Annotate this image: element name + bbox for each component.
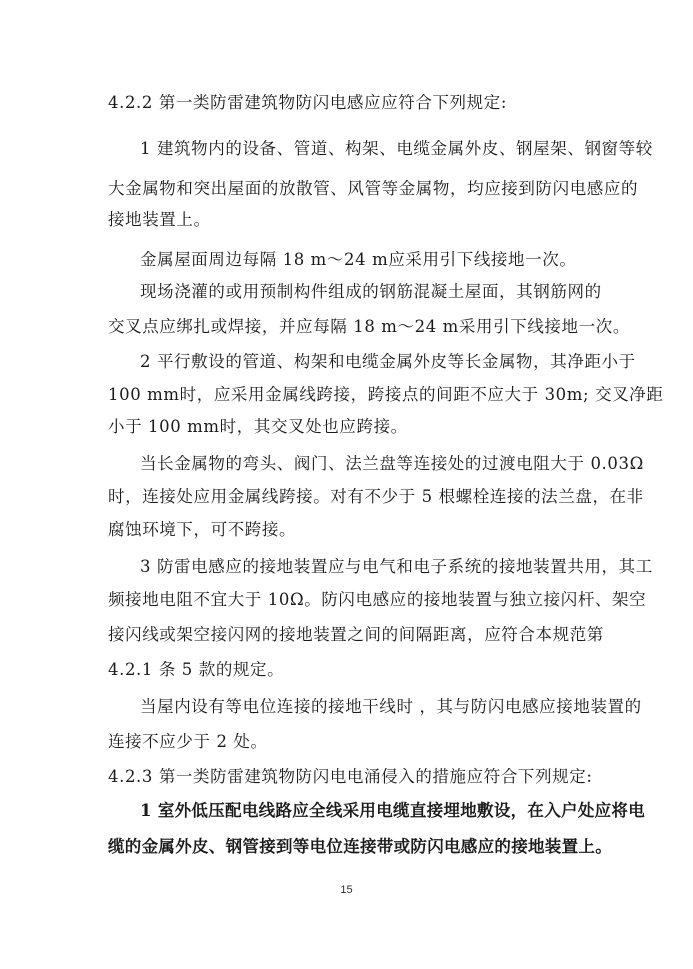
paragraph-line: 大金属物和突出屋面的放散管、风管等金属物，均应接到防闪电感应的 (108, 179, 639, 198)
page-number: 15 (340, 884, 353, 896)
section-heading-4-2-2: 4.2.2 第一类防雷建筑物防闪电感应应符合下列规定: (108, 93, 507, 112)
paragraph-line: 连接不应少于 2 处。 (108, 732, 268, 751)
paragraph-line: 接闪线或架空接闪网的接地装置之间的间隔距离，应符合本规范第 (108, 625, 604, 644)
paragraph-line: 4.2.1 条 5 款的规定。 (108, 660, 285, 679)
paragraph-line: 频接地电阻不宜大于 10Ω。防闪电感应的接地装置与独立接闪杆、架空 (108, 590, 647, 609)
bold-paragraph-line: 1 室外低压配电线路应全线采用电缆直接埋地敷设，在入户处应将电 (140, 801, 646, 820)
paragraph-line: 100 mm时，应采用金属线跨接，跨接点的间距不应大于 30m; 交叉净距 (108, 385, 664, 404)
paragraph-line: 1 建筑物内的设备、管道、构架、电缆金属外皮、钢屋架、钢窗等较 (140, 139, 653, 158)
paragraph-line: 交叉点应绑扎或焊接，并应每隔 18 m～24 m采用引下线接地一次。 (108, 317, 630, 336)
paragraph-line: 金属屋面周边每隔 18 m～24 m应采用引下线接地一次。 (140, 250, 577, 269)
paragraph-line: 时，连接处应用金属线跨接。对有不少于 5 根螺栓连接的法兰盘，在非 (108, 487, 644, 506)
paragraph-line: 3 防雷电感应的接地装置应与电气和电子系统的接地装置共用，其工 (140, 557, 653, 576)
paragraph-line: 腐蚀环境下，可不跨接。 (108, 520, 297, 539)
paragraph-line: 小于 100 mm时，其交叉处也应跨接。 (108, 417, 408, 436)
section-heading-4-2-3: 4.2.3 第一类防雷建筑物防闪电电涌侵入的措施应符合下列规定: (108, 767, 593, 786)
paragraph-line: 2 平行敷设的管道、构架和电缆金属外皮等长金属物，其净距小于 (140, 352, 636, 371)
paragraph-line: 接地装置上。 (108, 210, 211, 229)
bold-paragraph-line: 缆的金属外皮、钢管接到等电位连接带或防闪电感应的接地装置上。 (108, 837, 612, 856)
paragraph-line: 当屋内设有等电位连接的接地干线时 ，其与防闪电感应接地装置的 (140, 697, 642, 716)
paragraph-line: 现场浇灌的或用预制构件组成的钢筋混凝土屋面，其钢筋网的 (140, 282, 602, 301)
paragraph-line: 当长金属物的弯头、阀门、法兰盘等连接处的过渡电阻大于 0.03Ω (140, 454, 644, 473)
